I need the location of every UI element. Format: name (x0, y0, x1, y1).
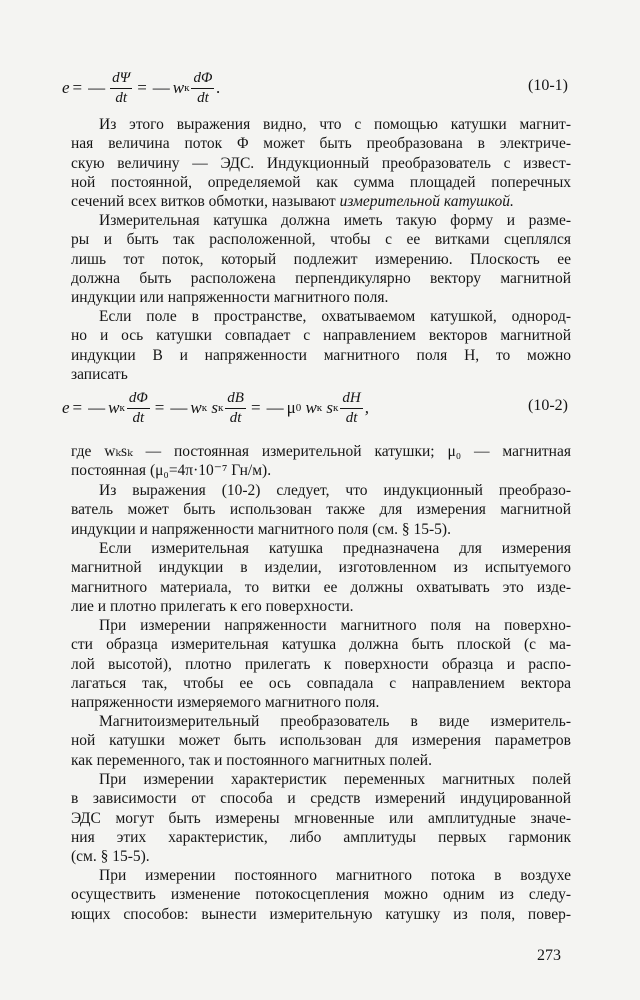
fraction: $\frac{d\Phi}{dt}$ (193, 69, 213, 106)
paragraph-5: Из выражения (10-2) следует, что индукционный преобразо- ватель может быть использован также для измерения магнитной индукции и напряженности магнитного поля (см. § 15-5). (71, 482, 571, 538)
equation-body: e = — w к $\frac{d\Phi}{dt}$ = — w к s к $\frac{dB}{dt}$ = — μ 0 w к s к $\frac{dH}{dt}$ , (62, 389, 369, 426)
equation-number: (10-1) (528, 77, 568, 94)
page-number: 273 (537, 947, 561, 964)
equation-number: (10-2) (528, 397, 568, 414)
paragraph-9: При измерении характеристик переменных магнитных полей в зависимости от способа и средств измерений индуцированной ЭДС могут быть измерены мгновенные или амплитудные значе- ния этих характеристик, либо амплитуды первых гармоник (см. § 15-5). (71, 771, 571, 866)
term-italic: измерительной катушкой. (339, 193, 514, 211)
equation-10-2 (0, 383, 640, 433)
fraction: $\frac{dH}{dt}$ (342, 389, 361, 426)
paragraph-1: Из этого выражения видно, что с помощью катушки магнит- ная величина поток Φ может быть преобразована в электриче- скую величину — ЭДС. Индукционный преобразователь с извест- ной постоянной, определяемой как сумма площадей поперечных сечений всех витков обмотки, называют измерительной катушкой. (71, 116, 571, 211)
fraction: $\frac{d\Phi}{dt}$ (128, 389, 148, 426)
equation-10-1 (0, 63, 640, 113)
paragraph-8: Магнитоизмерительный преобразователь в виде измеритель- ной катушки может быть использован для измерения параметров как переменного, так и постоянного магнитных полей. (71, 713, 571, 769)
paragraph-4: где wₖsₖ — постоянная измерительной катушки; μ₀ — магнитная постоянная (μ₀=4π·10⁻⁷ Гн/м). (71, 443, 571, 480)
paragraph-7: При измерении напряженности магнитного поля на поверхно- сти образца измерительная катушка должна быть плоской (с ма- лой высотой), плотно прилегать к поверхности образца и распо- лагаться так, чтобы ее ось совпадала с направлением вектора напряженности измеряемого магнитного поля. (71, 617, 571, 712)
fraction: $\frac{d\Psi}{dt}$ (112, 69, 131, 106)
fraction: $\frac{dB}{dt}$ (227, 389, 244, 426)
paragraph-2: Измерительная катушка должна иметь такую форму и разме- ры и быть так расположенной, чтобы с ее витками сцеплялся лишь тот поток, который подлежит измерению. Плоскость ее должна быть расположена перпендикулярно вектору магнитной индукции или напряженности магнитного поля. (71, 212, 571, 307)
equation-body: e = — $\frac{d\Psi}{dt}$ = — w к $\frac{d\Phi}{dt}$ . (62, 69, 221, 106)
paragraph-3: Если поле в пространстве, охватываемом катушкой, однород- но и ось катушки совпадает с направлением векторов магнитной индукции B и напряженности магнитного поля H, то можно записать (71, 308, 571, 383)
paragraph-6: Если измерительная катушка предназначена для измерения магнитной индукции в изделии, изготовленном из испытуемого магнитного материала, то витки ее должны охватывать это изде- лие и плотно прилегать к его поверхности. (71, 540, 571, 615)
paragraph-10: При измерении постоянного магнитного потока в воздухе осуществить изменение потокосцепления можно одним из следу- ющих способов: вынести измерительную катушку из поля, повер- (71, 867, 571, 923)
